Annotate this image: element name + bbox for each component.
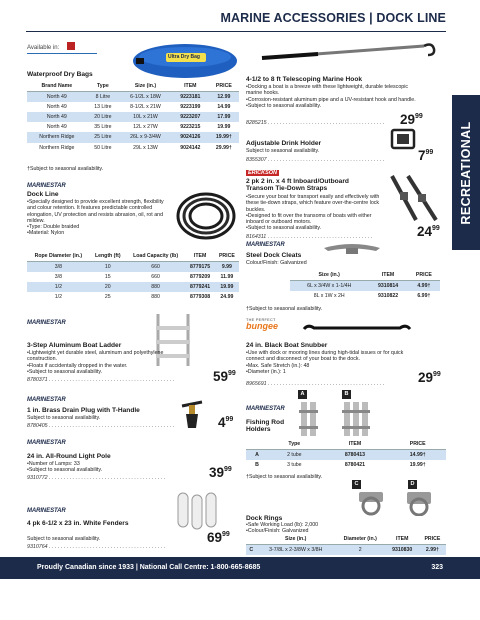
col-diameter: Rope Diameter (in.) [27, 251, 90, 261]
col-type: Type [268, 439, 320, 449]
snubber-bullets: •Use with dock or mooring lines during high-tidal issues or for quick connect and disconnect of your boat to the dock. •Max. Safe Stretch (in.): 48 •Diameter (in.): 1 [246, 350, 404, 375]
dock-line-image [172, 186, 240, 244]
drink-holder-desc: Subject to seasonal availability. [246, 148, 320, 154]
dock-ring-c-image [356, 490, 386, 516]
ladder-title: 3-Step Aluminum Boat Ladder [27, 342, 122, 349]
section-tab [452, 95, 480, 250]
dock-line-bullets: •Specially designed to provide excellent strength, flexibility and colour retention. It features predictable controlled elongation, UV protection and resists abrasion, oil, rot and mildew. •Type: Double braided •Material: Nylon [27, 199, 164, 237]
rod-holder-b-image [342, 400, 372, 438]
col-item: ITEM [321, 439, 390, 449]
dry-bags-title: Waterproof Dry Bags [27, 71, 93, 78]
snubber-sku: 8965691 . . . . . . . . . . . . . . . . . . . . . . . . . . . . . . . . . . . . . . . . [246, 381, 385, 387]
section-tab-label: RECREATIONAL [459, 120, 473, 225]
straps-title: 2 pk 2 in. x 4 ft Inboard/Outboard Transom Tie-Down Straps [246, 178, 349, 193]
hook-bullets: •Docking a boat is a breeze with these lightweight, durable telescopic marine hooks. •Corrosion-resistant aluminum pipe and a UV-resistant hook and handle. •Subject to seasonal availability. [246, 84, 416, 109]
hook-title: 4-1/2 to 8 ft Telescoping Marine Hook [246, 76, 363, 83]
cleat-image [322, 242, 382, 256]
fenders-price: $69^{99}$ [207, 530, 230, 545]
rod-holders-title: Fishing Rod Holders [246, 419, 285, 434]
rod-holder-a-image [298, 400, 320, 438]
table-row: C 3-7/8L x 2-3/8W x 3/8H 2 9310830 2.99† [246, 544, 446, 555]
col-item: ITEM [386, 534, 419, 544]
light-pole-price: $39^{99}$ [209, 465, 232, 480]
rod-holders-table [246, 439, 446, 470]
cleats-title: Steel Dock Cleats [246, 252, 302, 259]
table-row: 3/8 10 660 8779175 9.99 [27, 261, 239, 272]
drain-plug-price: $4^{99}$ [218, 415, 234, 430]
col-price: PRICE [209, 81, 239, 91]
dock-line-table [27, 251, 239, 302]
footer-text: Proudly Canadian since 1933 | National Call Centre: 1-800-665-8685 [37, 564, 261, 571]
straps-sku: 8164311 . . . . . . . . . . . . . . . . . . . . . . . . . . . . . . . . . . . . [246, 234, 373, 240]
dry-bags-table [27, 81, 239, 153]
erickson-logo: ERICKSON [248, 170, 278, 176]
snubber-price: $29^{99}$ [418, 370, 441, 385]
page-title: MARINE ACCESSORIES | DOCK LINE [220, 11, 446, 25]
drink-holder-title: Adjustable Drink Holder [246, 140, 322, 147]
drain-plug-desc: Subject to seasonal availability. [27, 415, 101, 421]
hook-sku: 8285215 . . . . . . . . . . . . . . . . . . . . . . . . . . . . . . . . . . . . . . . . [246, 120, 385, 126]
col-brand: Brand Name [27, 81, 87, 91]
col-diameter: Diameter (in.) [335, 534, 386, 544]
flag-icon [67, 42, 75, 50]
marinestar-logo: MARINESTAR [246, 242, 285, 248]
col-length: Length (ft) [90, 251, 126, 261]
table-row: North 49 20 Litre 10L x 21W 9223207 17.99 [27, 112, 239, 122]
drain-plug-title: 1 in. Brass Drain Plug with T-Handle [27, 407, 140, 414]
dock-rings-bullets: •Safe Working Load (lb): 2,000 •Colour/Finish: Galvanized [246, 522, 319, 535]
col-size: Size (in.) [119, 81, 172, 91]
ladder-sku: 8780371 . . . . . . . . . . . . . . . . . . . . . . . . . . . . . . . . . . . . . . . . . . . [27, 377, 175, 383]
marinestar-logo: MARINESTAR [27, 183, 66, 189]
dock-rings-title: Dock Rings [246, 515, 283, 522]
marinestar-logo: MARINESTAR [27, 440, 66, 446]
dry-bags-note: †Subject to seasonal availability. [27, 166, 104, 172]
table-row: 3/8 15 660 8779209 11.99 [54, 273, 234, 280]
col-type: Type [87, 81, 119, 91]
col-item: ITEM [172, 81, 209, 91]
bungee-logo: THE PERFECT bungee [246, 318, 279, 331]
dock-ring-d-image [402, 490, 436, 516]
label-d: D [408, 480, 417, 489]
cleats-table [290, 270, 440, 301]
light-pole-title: 24 in. All-Round Light Pole [27, 453, 111, 460]
page-number: 323 [431, 564, 443, 571]
ladder-price: $59^{99}$ [213, 369, 236, 384]
straps-bullets: •Secure your boat for transport easily and effectively with these tie-down straps, which feature over-the-centre lock buckles. •Designed to fit over the transoms of boats with either inboard or outboard motors. •Subject to seasonal availability. [246, 194, 380, 232]
dock-line-title: Dock Line [27, 191, 59, 198]
table-row: North 49 8 Litre 6-1/2L x 18W 9223181 12.99 [27, 91, 239, 102]
table-row: 8L x 1W x 2H 9310822 6.99† [313, 292, 431, 299]
ladder-bullets: •Lightweight yet durable steel, aluminum and polyethylene construction. •Floats if accidentally dropped in the water. •Subject to seasonal availability. [27, 350, 164, 375]
available-in-underline [27, 53, 97, 54]
drink-holder-price: $7^{99}$ [418, 148, 434, 163]
header-rule [26, 31, 446, 32]
cleats-note: †Subject to seasonal availability. [246, 306, 323, 312]
col-size: Size (in.) [290, 270, 368, 280]
table-row: 1/2 20 880 8779241 19.99 [27, 282, 239, 292]
marinestar-logo: MARINESTAR [27, 508, 66, 514]
dry-bag-label: Ultra Dry Bag [168, 54, 200, 60]
drink-holder-image [388, 127, 418, 151]
available-in-label: Available in: [27, 45, 60, 51]
table-row: B 3 tube 8780421 19.99† [255, 461, 426, 468]
snubber-image [300, 322, 415, 336]
light-pole-sku: 9310772 . . . . . . . . . . . . . . . . . . . . . . . . . . . . . . . . . . . . . . . . [27, 475, 166, 481]
light-pole-bullets: •Number of Lamps: 33 •Subject to seasonal availability. [27, 461, 103, 474]
col-price: PRICE [408, 270, 440, 280]
label-c: C [352, 480, 361, 489]
straps-image [386, 172, 444, 224]
table-row: Northern Ridge 50 Litre 29L x 13W 9024142 29.99† [39, 144, 232, 151]
hook-price: $29^{99}$ [400, 112, 423, 127]
fenders-title: 4 pk 6-1/2 x 23 in. White Fenders [27, 520, 129, 527]
table-row: A 2 tube 8780413 14.99† [246, 449, 446, 460]
table-row: Northern Ridge 25 Litre 26L x 9-3/4W 9024126 19.99† [27, 132, 239, 142]
drink-holder-sku: 8355307 . . . . . . . . . . . . . . . . . . . . . . . . . . . . . . . . . . . . . . . . [246, 157, 385, 163]
col-item: ITEM [368, 270, 407, 280]
table-row: North 49 35 Litre 12L x 27W 9223215 19.99 [46, 124, 231, 131]
straps-price: $24^{99}$ [417, 224, 440, 239]
fenders-image [172, 491, 224, 531]
table-row: 6L x 3/4W x 1-1/4H 9310814 4.99† [290, 280, 440, 291]
cleats-desc: Colour/Finish: Galvanized [246, 260, 307, 266]
marinestar-logo: MARINESTAR [27, 320, 66, 326]
fenders-sku: 9310764 . . . . . . . . . . . . . . . . . . . . . . . . . . . . . . . . . . . . . . . . [27, 544, 166, 550]
col-price: PRICE [389, 439, 446, 449]
col-size: Size (in.) [257, 534, 335, 544]
fenders-desc: Subject to seasonal availability. [27, 536, 101, 542]
snubber-title: 24 in. Black Boat Snubber [246, 342, 328, 349]
col-price: PRICE [215, 251, 239, 261]
marinestar-logo: MARINESTAR [27, 397, 66, 403]
col-price: PRICE [419, 534, 446, 544]
drain-plug-sku: 8780405 . . . . . . . . . . . . . . . . . . . . . . . . . . . . . . . . . . . . . . . . . . . [27, 423, 175, 429]
hook-image [248, 40, 438, 70]
table-row: 1/2 25 880 8779308 24.99 [54, 294, 234, 301]
col-load: Load Capacity (lb) [126, 251, 186, 261]
marinestar-logo: MARINESTAR [246, 406, 285, 412]
rod-holders-note: †Subject to seasonal availability. [246, 474, 323, 480]
col-item: ITEM [185, 251, 214, 261]
label-b: B [342, 390, 351, 399]
dock-rings-table [246, 534, 446, 555]
dry-bag-image [130, 39, 240, 81]
table-row: North 49 13 Litre 8-1/2L x 21W 9223199 14.99 [46, 103, 231, 110]
label-a: A [298, 390, 307, 399]
